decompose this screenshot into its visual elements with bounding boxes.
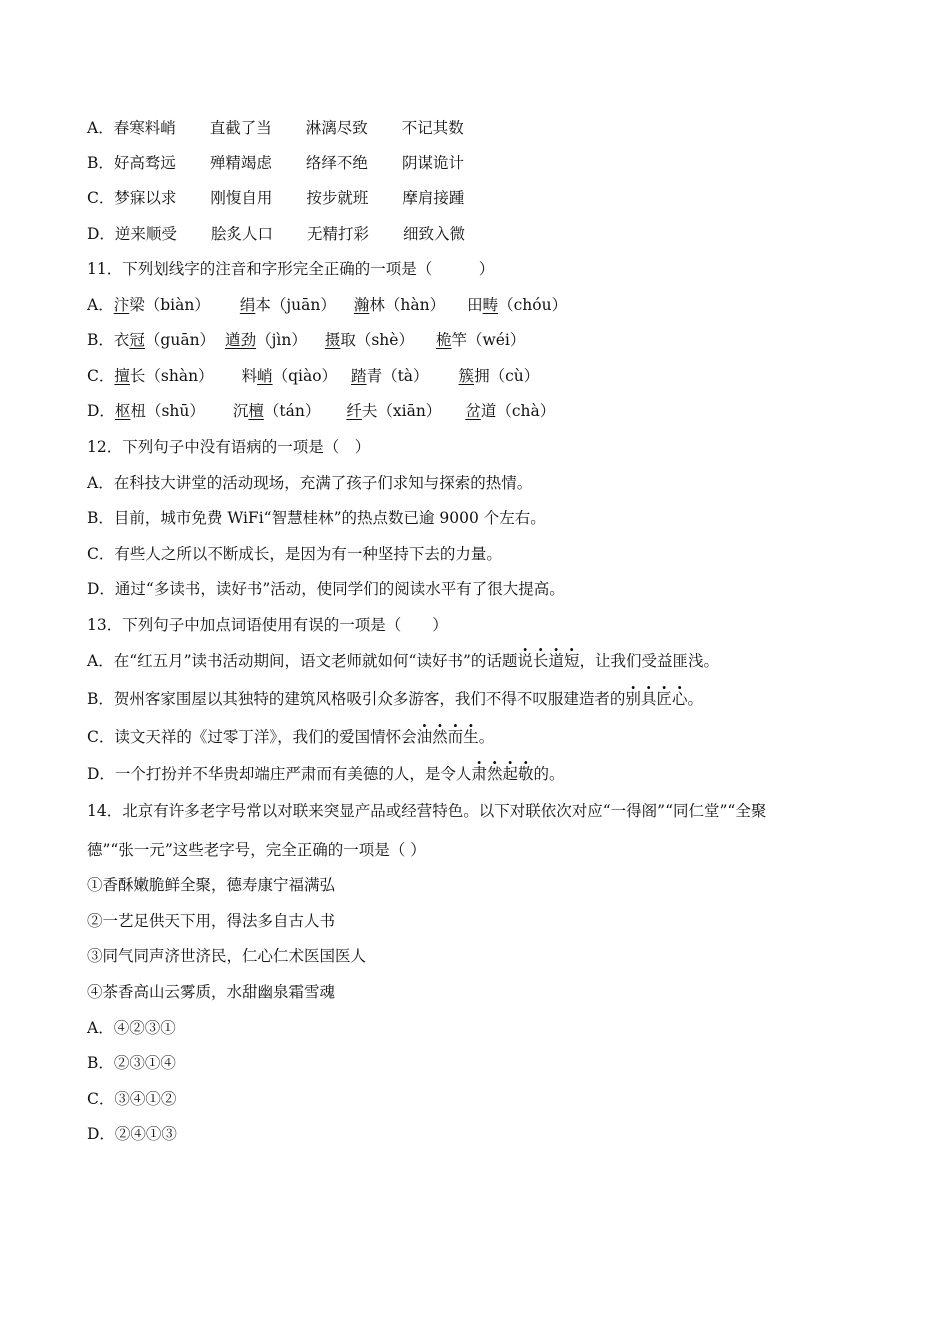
q14-couplet-3 [87,946,366,966]
q14-stem-line-2 [87,840,426,860]
q10-a-word-2: 直截了当 [209,119,272,137]
q12-stem-text: 12．下列句子中没有语病的一项是（ ） [87,438,371,456]
q10-d-word-3: 无精打彩 [306,225,369,243]
q11-a-underlined-1: 汴 [113,296,130,314]
q11-a-word-2: 本（juān） [255,296,336,314]
q11-c-word-3: 青（tà） [366,367,429,385]
q14-stem-line-1 [87,801,766,821]
q11-a-word-4: （chóu） [498,296,568,314]
q11-c-word-4: 拥（cù） [474,367,540,385]
q14-option-d [87,1124,177,1144]
q11-option-c [87,366,539,386]
q11-d-underlined-4: 岔 [465,402,481,420]
q13-c-dotted-char: 而 [447,728,464,746]
q14-couplet-3-text: ③同气同声济世济民，仁心仁术医国医人 [87,947,367,965]
q10-b-word-2: 殚精竭虑 [209,154,272,172]
q11-b-word-2: （jìn） [256,331,307,349]
q11-b-underlined-2: 遒劲 [225,331,257,349]
q13-c-dotted-char: 然 [432,728,448,746]
q11-c-word-2: （qiào） [272,367,338,385]
q10-d-word-1: D．逆来顺受 [87,225,177,243]
q10-option-c [87,188,464,208]
q10-b-word-3: 络绎不绝 [305,154,368,172]
q10-option-a [87,118,464,138]
q10-c-word-4: 摩肩接踵 [402,189,465,207]
q11-b-label: B． [87,331,114,349]
q12-option-c [87,544,502,564]
q14-b-text: B．②③①④ [87,1054,176,1072]
q14-option-a [87,1018,176,1038]
q11-d-underlined-2: 檀 [248,402,264,420]
q11-d-word-4: 道（chà） [480,402,556,420]
q11-c-underlined-2: 峭 [257,367,273,385]
q13-d-dotted-char: 起 [502,765,518,783]
q13-c-dotted-char: 油 [416,728,433,746]
q11-a-underlined-2: 绢 [239,296,256,314]
q11-d-label: D． [87,402,115,420]
q13-a-dotted-char: 道 [548,652,564,670]
q13-b-dotted-char: 别 [625,690,641,708]
q13-b-dotted-char: 具 [640,690,657,708]
q13-c-dotted-char: 生 [463,728,479,746]
q11-a-word-1: 梁（biàn） [129,296,210,314]
q11-d-underlined-1: 枢 [114,402,131,420]
q11-stem-text: 11．下列划线字的注音和字形完全正确的一项是（ ） [87,260,495,278]
q10-b-word-4: 阴谋诡计 [401,154,464,172]
q14-option-c [87,1089,176,1109]
q13-a-dotted-char: 说 [517,652,533,670]
q11-d-word-2-prefix: 沉 [232,402,249,420]
q13-a-text: A．在“红五月”读书活动期间，语文老师就如何“读好书”的话题 [87,652,518,670]
q12-option-b [87,508,546,528]
q11-d-word-3: 夫（xiān） [361,402,442,420]
q14-couplet-2-text: ②一艺足供天下用，得法多自古人书 [87,912,336,930]
q11-d-word-2: （tán） [263,402,321,420]
q12-c-text: C．有些人之所以不断成长，是因为有一种坚持下去的力量。 [87,545,502,563]
q10-a-word-1: A．春寒料峭 [87,119,176,137]
q11-a-underlined-3: 瀚 [353,296,370,314]
q11-stem [87,259,494,279]
q11-b-word-1: （guān） [144,331,216,349]
q13-d-text: D．一个打扮并不华贵却端庄严肃而有美德的人，是令人 [87,765,472,783]
q10-a-word-3: 淋漓尽致 [305,119,368,137]
q13-a-dotted-char: 短 [563,652,580,670]
q13-d-dotted-char: 敬 [517,765,534,783]
q12-stem [87,437,370,457]
q12-option-d [87,579,565,599]
q11-b-underlined-1: 冠 [129,331,145,349]
q12-a-text: A．在科技大讲堂的活动现场，充满了孩子们求知与探索的热情。 [87,474,533,492]
q14-c-text: C．③④①② [87,1090,177,1108]
q11-c-underlined-4: 簇 [458,367,475,385]
q14-couplet-4-text: ④茶香高山云雾质，水甜幽泉霜雪魂 [87,983,336,1001]
q13-b-text-end: 。 [687,690,703,708]
q12-option-a [87,473,532,493]
q11-c-word-1: 长（shàn） [129,367,214,385]
q14-couplet-4 [87,982,335,1002]
q11-c-word-2-prefix: 料 [241,367,258,385]
q14-couplet-1-text: ①香酥嫩脆鲜全聚，德寿康宁福满弘 [87,876,336,894]
q13-d-text-end: 的。 [533,765,565,783]
q11-b-word-1-prefix: 衣 [113,331,130,349]
q14-option-b [87,1053,176,1073]
q11-c-label: C． [87,367,115,385]
q13-a-dotted-char: 长 [532,652,549,670]
q12-b-text: B．目前，城市免费 WiFi“智慧桂林”的热点数已逾 9000 个左右。 [87,509,546,527]
q13-c-text-end: 。 [478,728,495,746]
q13-option-b [87,689,703,709]
q12-d-text: D．通过“多读书，读好书”活动，使同学们的阅读水平有了很大提高。 [87,580,565,598]
q14-stem-text-2: 德”“张一元”这些老字号，完全正确的一项是（ ） [87,841,426,859]
q13-stem [87,615,448,635]
q13-d-dotted-char: 然 [486,765,503,783]
q11-option-d [87,401,555,421]
q11-b-word-4: 竿（wéi） [451,331,526,349]
q11-b-underlined-4: 桅 [435,331,452,349]
q10-c-word-1: C．梦寐以求 [87,189,177,207]
q10-option-d [87,224,465,244]
q13-d-dotted-char: 肃 [471,765,487,783]
q10-a-word-4: 不记其数 [401,119,464,137]
q10-d-word-4: 细致入微 [402,225,465,243]
q13-option-a [87,651,719,671]
q13-option-d [87,764,565,784]
q11-c-underlined-3: 踏 [351,367,367,385]
q13-b-dotted-char: 匠 [656,690,672,708]
q10-b-word-1: B．好高骛远 [87,154,176,172]
q11-d-underlined-3: 纤 [346,402,362,420]
q14-d-text: D．②④①③ [87,1125,177,1143]
q11-b-underlined-3: 摄 [324,331,341,349]
q11-b-word-3: 取（shè） [340,331,414,349]
q13-b-dotted-char: 心 [671,690,688,708]
q10-c-word-3: 按步就班 [306,189,369,207]
q11-a-underlined-4: 畴 [482,296,499,314]
q11-a-label: A． [87,296,114,314]
q10-c-word-2: 刚愎自用 [210,189,273,207]
q13-a-text-end: ，让我们受益匪浅。 [579,652,719,670]
q14-couplet-2 [87,911,335,931]
q13-option-c [87,727,494,747]
q11-a-word-3: 林（hàn） [369,296,446,314]
q13-stem-text: 13．下列句子中加点词语使用有误的一项是（ ） [87,616,448,634]
q14-a-text: A．④②③① [87,1019,176,1037]
q11-d-word-1: 杻（shū） [130,402,205,420]
q11-option-b [87,330,525,350]
q14-couplet-1 [87,875,335,895]
q14-stem-text-1: 14．北京有许多老字号常以对联来突显产品或经营特色。以下对联依次对应“一得阁”“同仁堂”“全聚 [87,802,767,820]
q11-option-a [87,295,567,315]
q10-option-b [87,153,464,173]
q10-d-word-2: 脍炙人口 [210,225,273,243]
q11-c-underlined-1: 擅 [114,367,130,385]
q11-a-word-4-prefix: 田 [467,296,483,314]
q13-b-text: B．贺州客家围屋以其独特的建筑风格吸引众多游客，我们不得不叹服建造者的 [87,690,626,708]
q13-c-text: C．读文天祥的《过零丁洋》，我们的爱国情怀会 [87,728,417,746]
